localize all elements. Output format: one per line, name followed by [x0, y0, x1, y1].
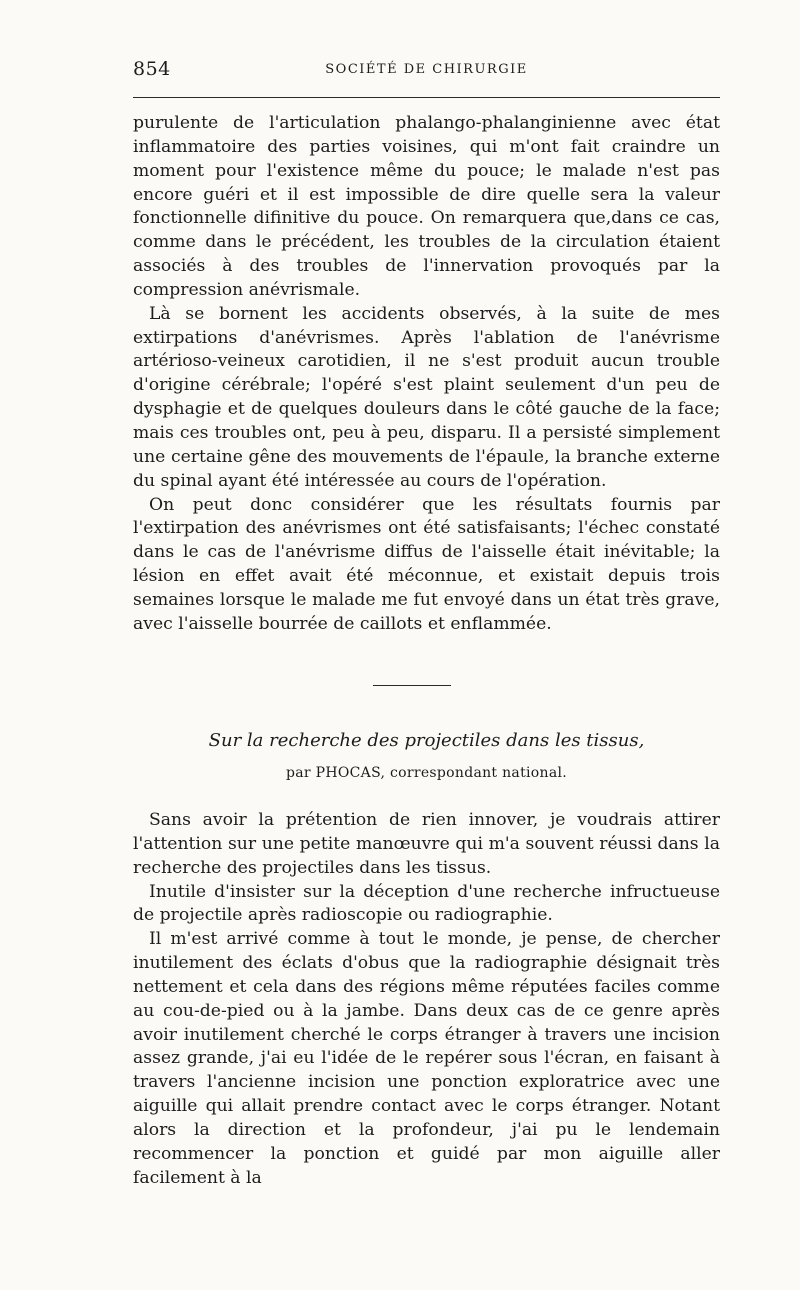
text-block-previous-article	[133, 112, 720, 637]
paragraph: Sans avoir la prétention de rien innover, je voudrais attirer l'attention sur une petite manœuvre qui m'a souvent réussi dans la recherche des projectiles dans les tissus.	[133, 810, 720, 878]
paragraph: Là se bornent les accidents observés, à la suite de mes extirpations d'anévrismes. Après l'ablation de l'anévrisme artérioso-veineux carotidien, il ne s'est produit aucun trouble d'origine cérébrale; l'opéré s'est plaint seulement d'un peu de dysphagie et de quelques douleurs dans le côté gauche de la face; mais ces troubles ont, peu à peu, disparu. Il a persisté simplement une certaine gêne des mouvements de l'épaule, la branche externe du spinal ayant été intéressée au cours de l'opération.	[133, 303, 720, 491]
section-separator	[373, 685, 451, 686]
paragraph: On peut donc considérer que les résultats fournis par l'extirpation des anévrismes ont été satisfaisants; l'échec constaté dans le cas de l'anévrisme diffus de l'aisselle était inévitable; la lésion en effet avait été méconnue, et existait depuis trois semaines lorsque le malade me fut envoyé dans un état très grave, avec l'aisselle bourrée de caillots et enflammée.	[133, 494, 720, 634]
paragraph: Il m'est arrivé comme à tout le monde, je pense, de chercher inutilement des éclats d'obus que la radiographie désignait très nettement et cela dans des régions même réputées faciles comme au cou-de-pied ou à la jambe. Dans deux cas de ce genre après avoir inutilement cherché le corps étranger à travers une incision assez grande, j'ai eu l'idée de le repérer sous l'écran, en faisant à travers l'ancienne incision une ponction exploratrice avec une aiguille qui allait prendre contact avec le corps étranger. Notant alors la direction et la profondeur, j'ai pu le lendemain recommencer la ponction et guidé par mon aiguille aller facilement à la	[133, 929, 720, 1188]
article-title: Sur la recherche des projectiles dans les tissus,	[208, 730, 645, 751]
running-head: SOCIÉTÉ DE CHIRURGIE	[325, 62, 528, 77]
header-rule	[133, 97, 720, 98]
paragraph: Inutile d'insister sur la déception d'une recherche infructueuse de projectile après radioscopie ou radiographie.	[133, 881, 720, 926]
page-number: 854	[133, 58, 171, 80]
article-byline: par PHOCAS, correspondant national.	[286, 765, 567, 781]
page-header	[133, 58, 720, 84]
paragraph: purulente de l'articulation phalango-phalanginienne avec état inflammatoire des parties voisines, qui m'ont fait craindre un moment pour l'existence même du pouce; le malade n'est pas encore guéri et il est impossible de dire quelle sera la valeur fonctionnelle difinitive du pouce. On remarquera que,dans ce cas, comme dans le précédent, les troubles de la circulation étaient associés à des troubles de l'innervation provoqués par la compression anévrismale.	[133, 113, 720, 300]
text-block-article	[133, 809, 720, 1191]
